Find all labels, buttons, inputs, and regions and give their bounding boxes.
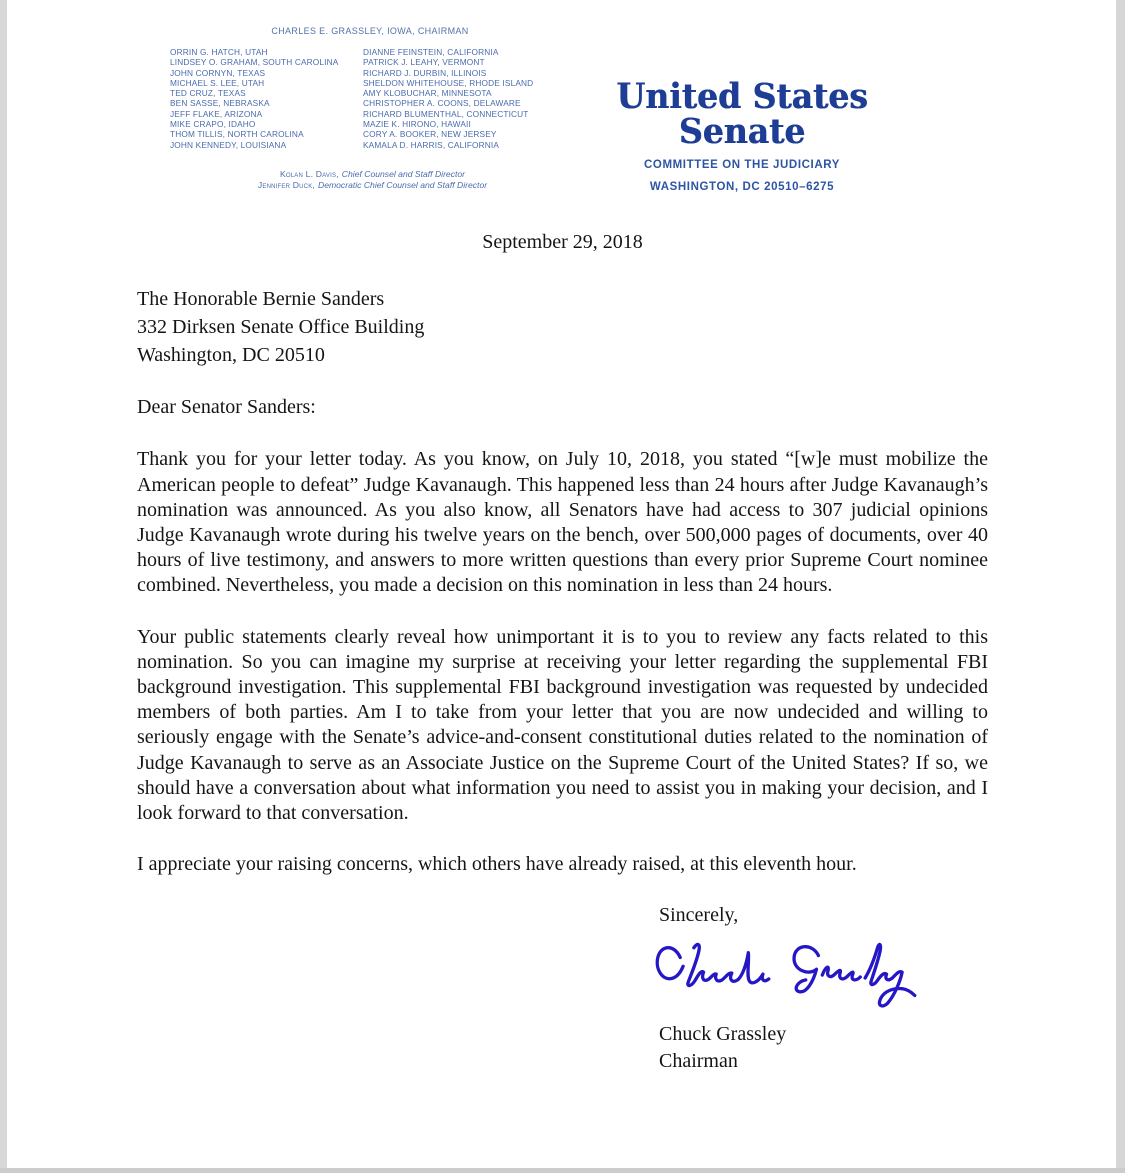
letter-paragraph: I appreciate your raising concerns, which others have already raised, at this eleventh hour. — [137, 853, 857, 876]
closing-salutation: Sincerely, — [659, 904, 739, 927]
member-name: RICHARD BLUMENTHAL, CONNECTICUT — [363, 108, 529, 119]
recipient-line: The Honorable Bernie Sanders — [137, 288, 385, 311]
staff-name: Jennifer Duck, — [257, 180, 315, 190]
recipient-line: 332 Dirksen Senate Office Building — [137, 316, 425, 339]
member-name: BEN SASSE, NEBRASKA — [170, 98, 270, 109]
member-name: CHRISTOPHER A. COONS, DELAWARE — [363, 98, 521, 109]
member-name: JOHN CORNYN, TEXAS — [170, 67, 266, 78]
committee-members — [170, 47, 556, 150]
letter-paragraph: Your public statements clearly reveal how unimportant it is to you to review any facts related to this nomination. So you can imagine my surprise at receiving your letter regarding the supplemental FBI background investigation. This supplemental FBI background investigation was requested by undecided members of both parties. Am I to take from your letter that you are now undecided and willing to seriously engage with the Senate’s advice-and-consent constitutional duties related to the nomination of Judge Kavanaugh to serve as an Associate Justice on the Supreme Court of the United States? If so, we should have a conversation about what information you need to assist you in making your decision, and I look forward to that conversation. — [137, 625, 988, 825]
letter-paragraphs — [137, 447, 988, 877]
member-name: AMY KLOBUCHAR, MINNESOTA — [363, 88, 492, 99]
staff-name: Kolan L. Davis, — [279, 169, 339, 179]
committee-name: COMMITTEE ON THE JUDICIARY — [644, 159, 840, 171]
committee-address: WASHINGTON, DC 20510–6275 — [649, 181, 835, 193]
recipient-line: Washington, DC 20510 — [137, 344, 325, 367]
member-name: PATRICK J. LEAHY, VERMONT — [363, 57, 485, 68]
member-name: MIKE CRAPO, IDAHO — [170, 119, 256, 130]
member-name: ORRIN G. HATCH, UTAH — [170, 47, 268, 57]
member-name: TED CRUZ, TEXAS — [170, 88, 246, 99]
member-name: CORY A. BOOKER, NEW JERSEY — [363, 129, 497, 140]
member-name: DIANNE FEINSTEIN, CALIFORNIA — [363, 47, 499, 57]
member-name: JEFF FLAKE, ARIZONA — [170, 108, 263, 119]
member-name: MAZIE K. HIRONO, HAWAII — [363, 119, 471, 130]
member-name: LINDSEY O. GRAHAM, SOUTH CAROLINA — [170, 57, 339, 68]
staff-title: Democratic Chief Counsel and Staff Director — [318, 180, 488, 190]
signature-image — [651, 935, 943, 1019]
member-name: SHELDON WHITEHOUSE, RHODE ISLAND — [363, 77, 534, 88]
recipient-address — [137, 285, 988, 369]
majority-members-list — [170, 47, 363, 150]
senate-letterhead — [0, 0, 1125, 210]
member-name: THOM TILLIS, NORTH CAROLINA — [170, 129, 304, 140]
letter-body — [137, 230, 988, 1075]
member-name: KAMALA D. HARRIS, CALIFORNIA — [363, 139, 500, 150]
letter-paragraph: Thank you for your letter today. As you know, on July 10, 2018, you stated “[w]e must mobilize the American people to defeat” Judge Kavanaugh. This happened less than 24 hours after Judge Kavanaugh’s nomination was announced. As you also know, all Senators have had access to 307 judicial opinions Judge Kavanaugh wrote during his twelve years on the bench, over 500,000 pages of documents, over 40 hours of live testimony, and answers to more written questions than every prior Supreme Court nominee combined. Nevertheless, you made a decision on this nomination in less than 24 hours. — [137, 448, 988, 597]
minority-members-list — [363, 47, 556, 150]
senate-seal-block — [592, 75, 892, 193]
salutation: Dear Senator Sanders: — [137, 396, 316, 419]
chairman-line: CHARLES E. GRASSLEY, IOWA, CHAIRMAN — [271, 26, 469, 36]
letter-date: September 29, 2018 — [482, 231, 643, 253]
signer-name: Chuck Grassley — [659, 1022, 787, 1045]
staff-title: Chief Counsel and Staff Director — [341, 169, 466, 179]
viewer-edge-bottom — [0, 1168, 1125, 1173]
signer-title: Chairman — [659, 1049, 738, 1072]
closing-block — [659, 903, 988, 1074]
member-name: JOHN KENNEDY, LOUISIANA — [170, 139, 287, 150]
member-name: RICHARD J. DURBIN, ILLINOIS — [363, 67, 487, 78]
member-name: MICHAEL S. LEE, UTAH — [170, 77, 265, 88]
senate-wordmark: United States Senate — [616, 75, 868, 152]
